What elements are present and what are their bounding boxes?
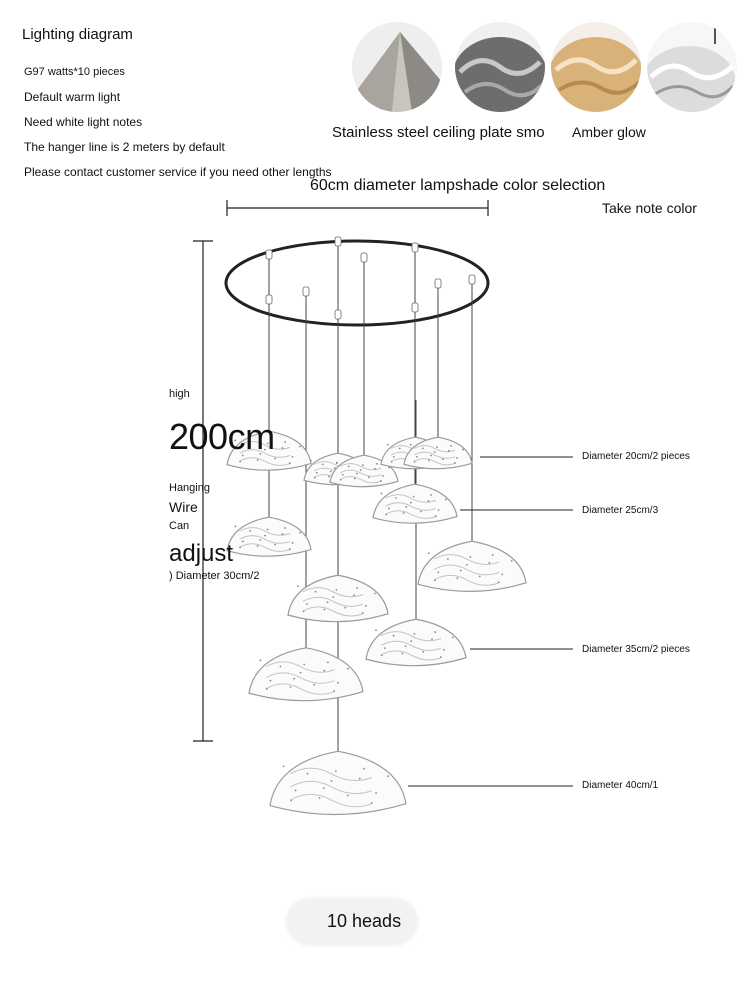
ceiling-mount-cap bbox=[435, 279, 441, 288]
diagram-title: Lighting diagram bbox=[22, 26, 133, 43]
top-dimension-line bbox=[227, 200, 488, 216]
label-diameter-30: ) Diameter 30cm/2 bbox=[169, 570, 260, 582]
glass-lampshade bbox=[227, 517, 311, 556]
ceiling-mount-cap bbox=[335, 237, 341, 246]
label-200cm: 200cm bbox=[169, 416, 275, 457]
ceiling-mount-cap bbox=[361, 253, 367, 262]
note-wattage: G97 watts*10 pieces bbox=[24, 66, 125, 78]
note-white-light: Need white light notes bbox=[24, 115, 143, 129]
glass-lampshade bbox=[366, 619, 466, 665]
label-can: Can bbox=[169, 520, 190, 532]
label-amber-glow: Amber glow bbox=[572, 124, 646, 140]
ceiling-mount-cap bbox=[412, 243, 418, 252]
label-hanging: Hanging bbox=[169, 482, 210, 494]
label-wire: Wire bbox=[169, 499, 198, 515]
note-warm-light: Default warm light bbox=[24, 90, 121, 104]
ceiling-mount-cap bbox=[266, 250, 272, 259]
glass-lampshade bbox=[373, 484, 457, 523]
note-hanger-length: The hanger line is 2 meters by default bbox=[24, 140, 225, 154]
ceiling-mount-cap bbox=[303, 287, 309, 296]
ceiling-mount-cap bbox=[266, 295, 272, 304]
glass-lampshade bbox=[249, 648, 363, 701]
callout-diameter-35: Diameter 35cm/2 pieces bbox=[582, 644, 690, 655]
note-contact-service: Please contact customer service if you need other lengths bbox=[24, 165, 332, 179]
glass-lampshade bbox=[418, 541, 526, 591]
ceiling-mount-cap bbox=[469, 275, 475, 284]
callout-diameter-25: Diameter 25cm/3 bbox=[582, 505, 659, 516]
glass-lampshade bbox=[288, 575, 388, 621]
label-adjust: adjust bbox=[169, 540, 234, 567]
ceiling-mount-cap bbox=[412, 303, 418, 312]
callout-diameter-20: Diameter 20cm/2 pieces bbox=[582, 451, 690, 462]
label-stainless-steel: Stainless steel ceiling plate smo bbox=[332, 124, 545, 141]
take-note-color: Take note color bbox=[602, 200, 697, 216]
callout-diameter-40: Diameter 40cm/1 bbox=[582, 780, 659, 791]
glass-lampshade bbox=[270, 751, 406, 814]
label-high: high bbox=[169, 388, 190, 400]
heads-count: 10 heads bbox=[327, 911, 402, 931]
ceiling-ring bbox=[226, 241, 488, 325]
ceiling-mount-cap bbox=[335, 310, 341, 319]
dimension-top-label: 60cm diameter lampshade color selection bbox=[310, 177, 606, 194]
